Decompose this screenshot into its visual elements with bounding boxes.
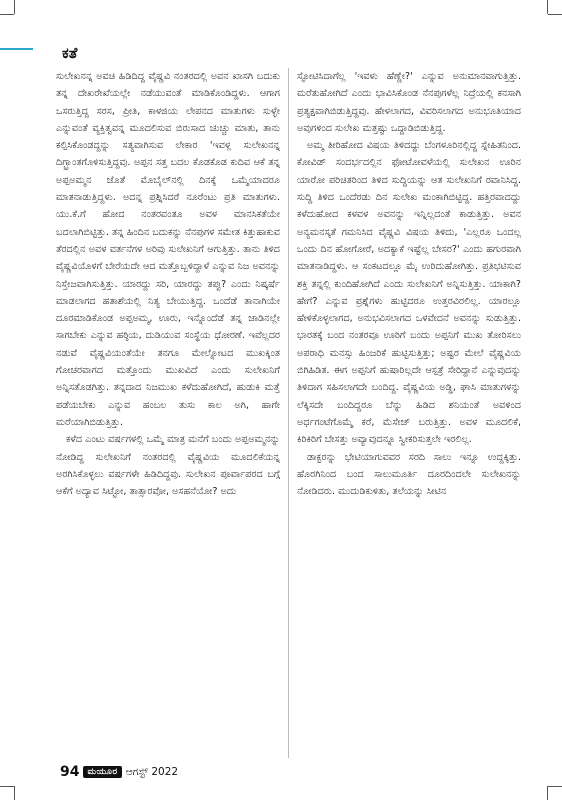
column-divider bbox=[288, 68, 289, 758]
crop-mark bbox=[547, 786, 548, 800]
section-accent-line bbox=[0, 48, 33, 50]
crop-mark bbox=[548, 14, 562, 15]
paragraph: ಸ್ಫೋಟಿಸಿದಾಗೆಲ್ಲ 'ಇವಳು ಹೆಣ್ಣೇ?' ಎನ್ನುವ ಅನುಮಾನವಾಗುತ್ತಿತ್ತು. ಮರೆತುಹೋಗಿದೆ ಎಂದು ಭಾವಿಸಿಕೊಂಡ ನೆನಪುಗಳೆಲ್ಲ ನಿದ್ರೆಯಲ್ಲಿ ಕನಸಾಗಿ ಪ್ರತ್ಯಕ್ಷವಾಗಿಬಿಡುತ್ತಿದ್ದವು. ಹೇಳಲಾಗದ, ವಿವರಿಸಲಾಗದ ಅನುಭೂತಿಯಾದ ಅವುಗಳಿಂದ ಸುಲೇಖ ಮತ್ತಷ್ಟು ಒದ್ದಾಡಿಬಿಡುತ್ತಿದ್ದ. bbox=[297, 71, 521, 134]
crop-mark bbox=[14, 786, 15, 800]
page-footer bbox=[60, 764, 178, 780]
paragraph: ಕಳೆದ ಎಂಟು ವರ್ಷಗಳಲ್ಲಿ ಒಮ್ಮೆ ಮಾತ್ರ ಮನೆಗೆ ಬಂದು ಅಪ್ಪಅಮ್ಮನನ್ನು ನೋಡಿದ್ದ ಸುಲೇಖನಿಗೆ ನಂತರದಲ್ಲಿ ವೈಷ್ಣವಿಯ ಮೂದಲಿಕೆಯನ್ನ ಅರಗಿಸಿಕೊಳ್ಳಲು ವರ್ಷಗಳೇ ಹಿಡಿದಿದ್ದವು. ಸುಲೇಖನ ಪೂರ್ವಾಪರದ ಬಗ್ಗೆ ಆಕೆಗೆ ಅದ್ಯಾವ ಸಿಟ್ಟೋ, ತಾತ್ಸಾರವೋ, ಅಸಹನೆಯೋ? ಅದು bbox=[56, 434, 280, 498]
crop-mark bbox=[548, 786, 562, 787]
paragraph: ಅಮ್ಮ ತೀರಿಹೋದ ವಿಷಯ ತಿಳಿದದ್ದು ಬೆಂಗಳೂರಿನಲ್ಲಿದ್ದ ಸ್ನೇಹಿತನಿಂದ. ಕೋವಿಡ್ ಸಂದರ್ಭದಲ್ಲಿನ ಫೋಟೋವಳೆಯಲ್ಲಿ ಸುಲೇಖನ ಊರಿನ ಯಾರೋ ಪರಿಚಿತರಿಂದ ತಿಳಿದ ಸುದ್ದಿಯನ್ನು ಆತ ಸುಲೇಖನಿಗೆ ರವಾನಿಸಿದ್ದ. ಸುದ್ದಿ ತಿಳಿದ ಒಂದೆರಡು ದಿನ ಸುಲೇಖ ಮಂಕಾಗಿಬಿಟ್ಟಿದ್ದ. ಹತ್ತಿರವಾದದ್ದು ಕಳೆದುಹೋದ ಕಳವಳ ಅವನನ್ನು ಇನ್ನಿಲ್ಲದಂತೆ ಕಾಡುತ್ತಿತ್ತು. ಅವನ ಅನ್ಯಮನಸ್ಕತೆ ಗಮನಿಸಿದ ವೈಷ್ಣವಿ ವಿಷಯ ತಿಳಿದು, 'ಎಲ್ಲರೂ ಒಂದಲ್ಲ ಒಂದು ದಿನ ಹೋಗೋರೆ, ಅದಕ್ಯಾಕೆ ಇಷ್ಟೆಲ್ಲ ಬೇಸರ?' ಎಂದು ಹಗುರವಾಗಿ ಮಾತನಾಡಿದ್ದಳು. ಆ ಸಂಕಟದಲ್ಲೂ ಮೈ ಉರಿದುಹೋಗಿತ್ತು. ಪ್ರತಿಭಟಿಸುವ ಶಕ್ತಿ ತನ್ನಲ್ಲಿ ಕುಂದಿಹೋಗಿದೆ ಎಂದು ಸುಲೇಖನಿಗೆ ಅನ್ನಿಸುತ್ತಿತ್ತು. ಯಾಕಾಗಿ? ಹೇಗೆ? ಎನ್ನುವ ಪ್ರಶ್ನೆಗಳು ಹುಟ್ಟಿದರೂ ಉತ್ತರವಿರಲಿಲ್ಲ. ಯಾರಲ್ಲೂ ಹೇಳಿಕೊಳ್ಳಲಾಗದ, ಅನುಭವಿಸಲಾಗದ ಒಳವೇದನೆ ಅವನನ್ನು ಸುಡುತ್ತಿತ್ತು. ಭಾರತಕ್ಕೆ ಬಂದ ನಂತರವೂ ಊರಿಗೆ ಬಂದು ಅಪ್ಪನಿಗೆ ಮುಖ ತೋರಿಸಲು ಅಪರಾಧಿ ಮನಸ್ಸು ಹಿಂಜರಿಕೆ ಹುಟ್ಟಿಸುತ್ತಿತ್ತು; ಅಷ್ಟರ ಮೇಲೆ ವೈಷ್ಣವಿಯ ಬಿಗಿಹಿಡಿತ. ಈಗ ಅಪ್ಪನಿಗೆ ಹುಷಾರಿಲ್ಲದೇ ಆಸ್ಪತ್ರೆ ಸೇರಿದ್ದಾನೆ ಎನ್ನುವುದನ್ನು ತಿಳಿದಾಗ ಸಹಿಸಲಾಗದೇ ಬಂದಿದ್ದ. ವೈಷ್ಣವಿಯ ಅಡ್ಡಿ, ಘಾಸಿ ಮಾತುಗಳನ್ನು ಲೆಕ್ಕಿಸದೇ ಬಂದಿದ್ದರೂ ಬೆನ್ನು ಹಿಡಿದ ಶನಿಯಂತೆ ಅವಳಿಂದ ಅರ್ಧಗಂಟೆಗೊಮ್ಮೆ ಕರೆ, ಮೆಸೇಜ್ ಬರುತ್ತಿತ್ತು. ಅವಳ ಮೂದಲಿಕೆ, ಕಿರಿಕಿರಿಗೆ ಬೇಸತ್ತು ಅವ್ಯಾವುದನ್ನೂ ಸ್ವೀಕರಿಸುತ್ತಲೇ ಇರಲಿಲ್ಲ. bbox=[297, 140, 521, 446]
crop-mark bbox=[14, 0, 15, 14]
right-text-column bbox=[297, 68, 521, 500]
issue-date: ಆಗಸ್ಟ್ 2022 bbox=[125, 765, 179, 778]
crop-mark bbox=[0, 786, 14, 787]
magazine-logo: ಮಯೂರ bbox=[83, 766, 121, 778]
crop-mark bbox=[547, 0, 548, 14]
paragraph: ಡಾಕ್ಟರನ್ನು ಭೇಟಿಯಾಗುವವರ ಸರದಿ ಸಾಲು ಇನ್ನೂ ಉದ್ದಕ್ಕಿತ್ತು. ಹೊರಗಿನಿಂದ ಬಂದ ಸಾಲುಮೂರ್ತಿ ದೂರದಿಂದಲೇ ಸುಲೇಖನನ್ನು ನೋಡಿದರು. ಮುದುಡಿಕುಳಿತು, ತಲೆಯನ್ನು ಸೀಟಿನ bbox=[297, 451, 521, 498]
paragraph: ಸುಲೇಖನನ್ನ ಅವಚಿ ಹಿಡಿದಿದ್ದ ವೈಷ್ಣವಿ ನಂತರದಲ್ಲಿ ಅವನ ಖಾಸಗಿ ಬದುಕು ತನ್ನ ದೇಖರೇಖೆಯಲ್ಲೇ ನಡೆಯುವಂತೆ ಮಾಡಿಕೊಂಡಿದ್ದಳು. ಆಗಾಗ ಒಸರುತ್ತಿದ್ದ ಸರಸ, ಪ್ರೀತಿ, ಕಾಳಜಿಯ ಲೇಪನದ ಮಾತುಗಳು ಸುಳ್ಳೇ ಎನ್ನುವಂತೆ ವ್ಯಕ್ತಿತ್ವವನ್ನ ಮೂದಲಿಸುವ ಬಿರುಸಾದ ಚುಚ್ಚು ಮಾತು, ತಾನು ಕಲ್ಪಿಸಿಕೊಂಡದ್ದನ್ನು ಸತ್ಯವಾಗಿಸುವ ಲೇಕಾರ 'ಇವಳ್ಲ ಸುಲೇಖನನ್ನ ದಿಗ್ಭ್ರಾಂತಗೊಳಿಸುತ್ತಿದ್ದವು. ಅಪ್ಪನ ಸತ್ತ ಬದಲ ಕೊಡಕೊಡ ಕುದಿವ ಆಕೆ ತನ್ನ ಅಪ್ಪಅಮ್ಮನ ಜೊತೆ ಮೊಬೈಲ್‌ನಲ್ಲಿ ದಿನಕ್ಕೆ ಒಮ್ಮೆಯಾದರೂ ಮಾತನಾಡುತ್ತಿದ್ದಳು. ಅದನ್ನ ಪ್ರಶ್ನಿಸಿದರೆ ನೂರೆಂಟು ಪ್ರತಿ ಮಾತುಗಳು. ಯು.ಕೆ.ಗೆ ಹೋದ ನಂತರವಂತೂ ಅವಳ ಮಾನಸಿಕತೆಯೇ ಬದಲಾಗಿಬಿಟ್ಟಿತ್ತು. ತನ್ನ ಹಿಂದಿನ ಬದುಕನ್ನು ನೆನಪುಗಳ ಸಮೇತ ಕಿತ್ತುಹಾಕುವ ತೆರದಲ್ಲಿನ ಅವಳ ವರ್ತನೆಗಳ ಅರಿವು ಸುಲೇಖನಿಗೆ ಆಗುತ್ತಿತ್ತು. ತಾನು ತಿಳಿದ ವೈಷ್ಣವಿಯೊಳಗೆ ಬೇರೆಯದೇ ಆದ ಮತ್ತೊಬ್ಬಳಿದ್ದಾಳೆ ಎನ್ನುವ ನಿಜ ಅವನನ್ನು ನಿಸ್ತೇಜವಾಗಿಸುತ್ತಿತ್ತು. ಯಾರದ್ದು ಸರಿ, ಯಾರದ್ದು ತಪ್ಪು? ಎಂದು ನಿಷ್ಕರ್ಷೆ ಮಾಡಲಾಗದ ಹತಾಶೆಯಲ್ಲಿ ನಿತ್ಯ ಬೇಯುತ್ತಿದ್ದ. ಒಂದೆಡೆ ತಾನಾಗಿಯೇ ದೂರಮಾಡಿಕೊಂಡ ಅಪ್ಪಅಮ್ಮ, ಊರು, ಇನ್ನೊಂದೆಡೆ ತನ್ನ ಜಾಡಿನಲ್ಲೇ ಸಾಗಬೇಕು ಎನ್ನುವ ಹಠ್ಠಿಯ, ದುಡಿಯುವ ಸಂಸ್ಥೆಯ ಧೋರಣೆ. ಇವೆಲ್ಲದರ ನಡುವೆ ವೈಷ್ಣವಿಯಂತೆಯೇ ತನಗೂ ಮೇಲ್ನೋಟದ ಮುಖಕ್ಕಿಂತ ಗೋಚರವಾಗದ ಮತ್ತೊಂದು ಮುಖವಿದೆ ಎಂದು ಸುಲೇಖನಿಗೆ ಅನ್ನಿಸತೊಡಗಿತ್ತು. ತನ್ನದಾದ ನಿಜಮುಖ ಕಳೆದುಹೋಗಿದೆ, ಹುಡುಕಿ ಮತ್ತೆ ಪಡೆಯಬೇಕು ಎನ್ನುವ ಹಂಬಲ ತುಸು ಕಾಲ ಅಗಿ, ಹಾಗೇ ಮರೆಯಾಗಿಬಿಡುತ್ತಿತ್ತು. bbox=[56, 71, 280, 428]
left-text-column bbox=[56, 68, 280, 500]
section-label: ಕತೆ bbox=[62, 44, 78, 62]
page-number: 94 bbox=[60, 764, 80, 780]
crop-mark bbox=[0, 14, 14, 15]
